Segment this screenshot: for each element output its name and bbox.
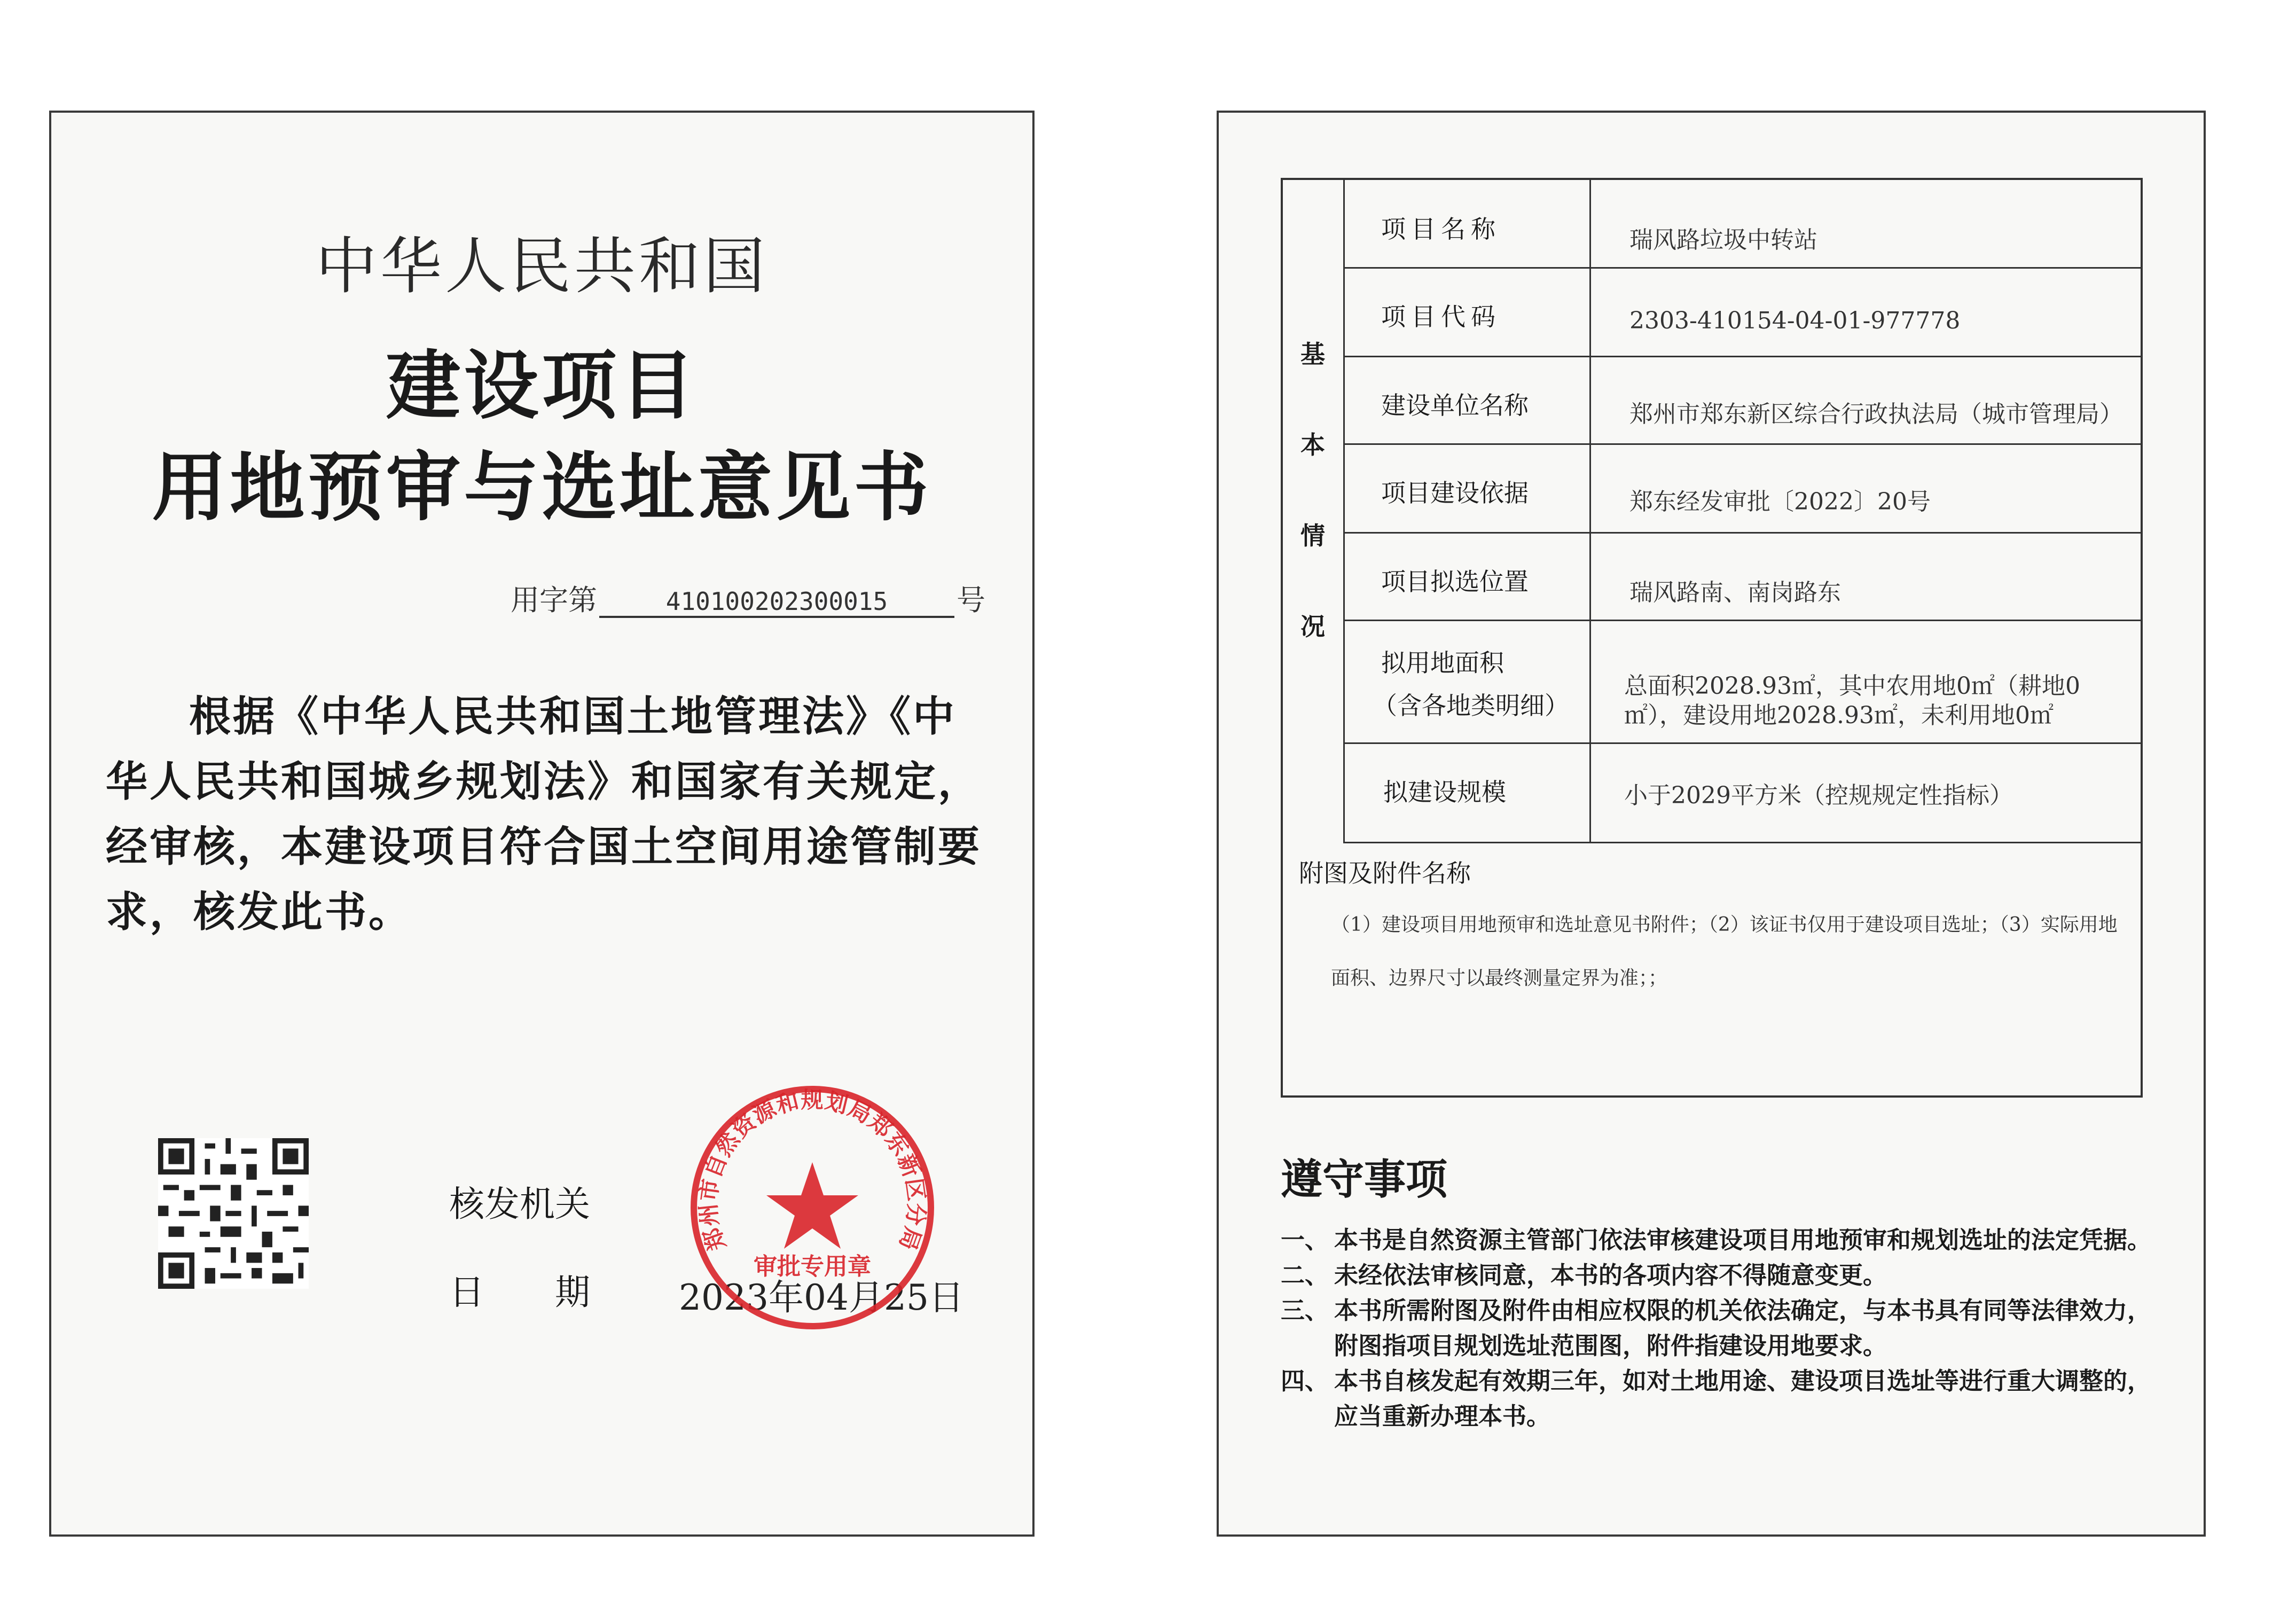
basic-info-table	[1281, 178, 2143, 1098]
attachments-text: （1）建设项目用地预审和选址意见书附件；（2）该证书仅用于建设项目选址；（3）实际用地面积、边界尺寸以最终测量定界为准；；	[1331, 914, 2118, 989]
seal-star-icon	[766, 1162, 858, 1249]
certificate-body-text: 根据《中华人民共和国土地管理法》《中华人民共和国城乡规划法》和国家有关规定，经审核，本建设项目符合国土空间用途管制要求，核发此书。	[106, 693, 982, 936]
row-value: 2303-410154-04-01-977778	[1629, 307, 1961, 334]
table-row	[1345, 744, 2143, 843]
table-row	[1345, 534, 2143, 621]
official-seal	[687, 1082, 938, 1333]
row-label: 拟建设规模	[1345, 744, 1591, 842]
list-item: 三、 本书所需附图及附件由相应权限的机关依法确定，与本书具有同等法律效力，附图指项目规划选址范围图，附件指建设用地要求。	[1281, 1296, 2152, 1360]
list-item: 一、 本书是自然资源主管部门依法审核建设项目用地预审和规划选址的法定凭据。	[1281, 1226, 2152, 1254]
row-value: 瑞风路垃圾中转站	[1629, 226, 1817, 254]
side-label-char: 况	[1300, 612, 1325, 641]
observe-items-title: 遵守事项	[1281, 1156, 1448, 1204]
row-value: 小于2029平方米（控规规定性指标）	[1624, 782, 2013, 809]
cert-suffix: 号	[957, 583, 985, 617]
certificate-number: 410100202300015	[599, 587, 954, 618]
table-row	[1345, 269, 2143, 357]
certificate-detail-page	[1217, 111, 2206, 1537]
row-label: 建设单位名称	[1345, 357, 1591, 443]
document-title-line2: 用地预审与选址意见书	[152, 444, 932, 531]
list-item: 二、 未经依法审核同意，本书的各项内容不得随意变更。	[1281, 1261, 1887, 1289]
row-label: 项目建设依据	[1345, 445, 1591, 532]
certificate-number-row	[511, 577, 985, 618]
list-item: 四、 本书自核发起有效期三年，如对土地用途、建设项目选址等进行重大调整的，应当重新办理本书。	[1281, 1367, 2152, 1430]
seal-inner-text: 审批专用章	[754, 1253, 871, 1280]
row-value: 总面积2028.93㎡，其中农用地0㎡（耕地0 ㎡），建设用地2028.93㎡，未利用地0㎡	[1624, 672, 2080, 729]
row-label: 项目代码	[1345, 269, 1591, 356]
side-label-char: 本	[1300, 430, 1325, 459]
document-title-line1: 建设项目	[386, 343, 698, 430]
row-label: 项目名称	[1345, 180, 1591, 267]
row-value: 郑州市郑东新区综合行政执法局（城市管理局）	[1629, 401, 2123, 428]
issuing-authority-label: 核发机关	[449, 1184, 590, 1225]
row-label: 项目拟选位置	[1345, 534, 1591, 620]
country-heading: 中华人民共和国	[315, 231, 768, 302]
observe-items-list	[1281, 1223, 2157, 1434]
table-row	[1345, 180, 2143, 269]
side-label-char: 基	[1300, 340, 1325, 369]
table-row	[1345, 621, 2143, 744]
seal-ring-text: 郑州市自然资源和规划局郑东新区分局	[694, 1087, 930, 1254]
side-label-char: 情	[1300, 521, 1325, 550]
row-value: 瑞风路南、南岗路东	[1629, 579, 1841, 606]
row-label: 拟用地面积 （含各地类明细）	[1345, 621, 1591, 742]
row-value: 郑东经发审批〔2022〕20号	[1629, 488, 1931, 515]
certificate-cover-page	[49, 111, 1035, 1537]
issue-date-label: 日 期	[449, 1272, 590, 1313]
table-row	[1345, 445, 2143, 534]
issue-date-value: 2023年04月25日	[679, 1277, 964, 1318]
cert-prefix: 用字第	[511, 583, 597, 617]
qr-code-icon	[158, 1138, 309, 1289]
basic-info-side-label	[1283, 180, 1345, 843]
table-row	[1345, 357, 2143, 445]
attachments-title: 附图及附件名称	[1299, 859, 1471, 888]
